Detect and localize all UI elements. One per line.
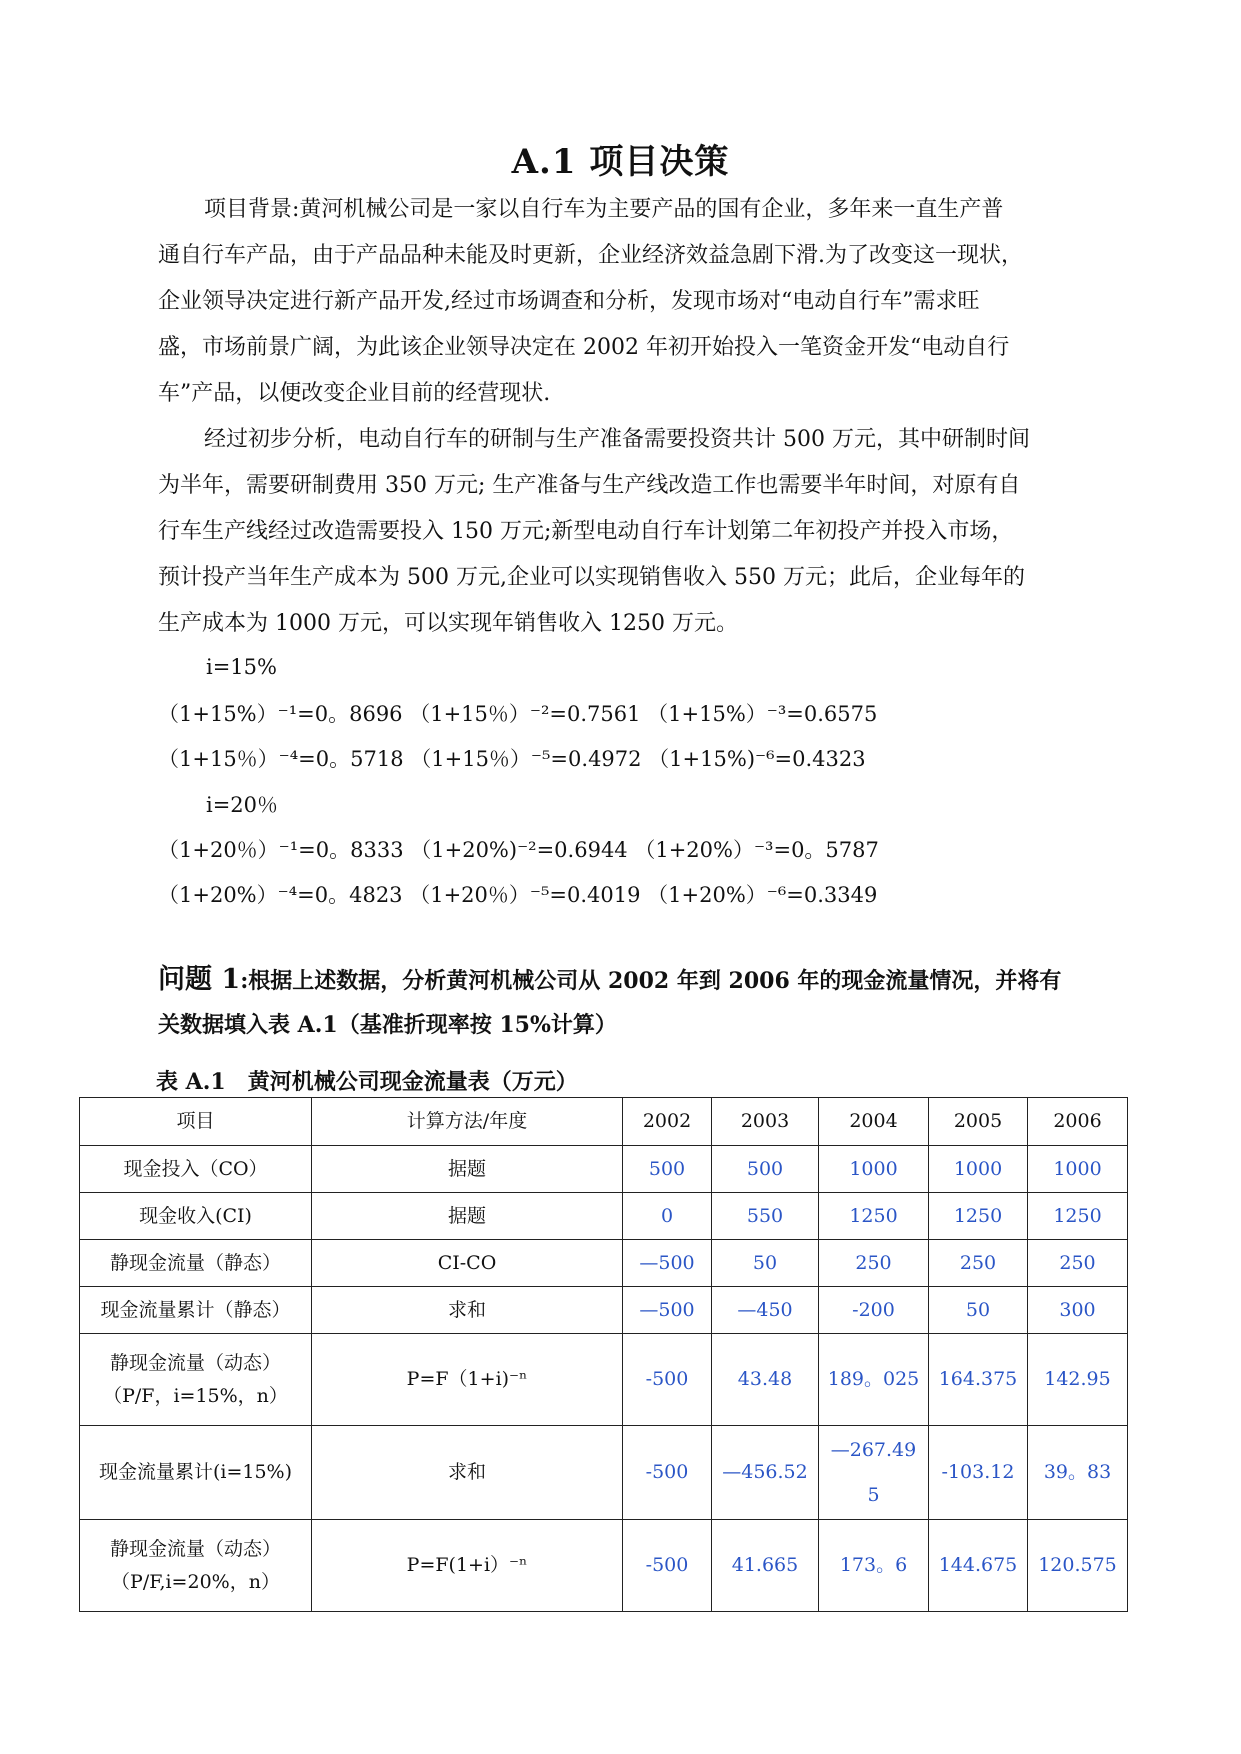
cash-flow-table [79, 1097, 1128, 1612]
table-header-row [80, 1098, 1128, 1146]
page-title: A.1 项目决策 [511, 142, 730, 182]
row-label [80, 1334, 312, 1426]
method-cell: P=F(1+i）⁻ⁿ [312, 1520, 623, 1612]
value-cell: —500 [623, 1287, 712, 1334]
row-label-line: （P/F，i=15%，n） [103, 1384, 288, 1407]
value-cell: -500 [623, 1520, 712, 1612]
rate-label-15: i=15% [206, 655, 277, 679]
text-line: 车”产品，以便改变企业目前的经营现状. [158, 381, 551, 406]
row-label-line: 静现金流量（动态） [109, 1351, 281, 1374]
value-cell: 1000 [929, 1146, 1028, 1193]
value-cell: —450 [712, 1287, 819, 1334]
table-row [80, 1334, 1128, 1426]
method-cell: 据题 [312, 1146, 623, 1193]
text-line: 通自行车产品，由于产品品种未能及时更新，企业经济效益急剧下滑.为了改变这一现状， [158, 243, 1023, 268]
text-line: 盛，市场前景广阔，为此该企业领导决定在 2002 年初开始投入一笔资金开发“电动自行 [158, 335, 1010, 360]
question-heading [158, 958, 1138, 1047]
value-cell: 120.575 [1028, 1520, 1128, 1612]
rate-factors-20-line2: （1+20%）⁻⁴=0。4823 （1+20％）⁻⁵=0.4019 （1+20%）⁻⁶=0.3349 [158, 883, 878, 907]
column-header: 2005 [929, 1098, 1028, 1146]
row-label: 静现金流量（静态） [80, 1240, 312, 1287]
method-cell: 据题 [312, 1193, 623, 1240]
row-label-line: （P/F,i=20%，n） [111, 1570, 280, 1593]
value-cell: -103.12 [929, 1426, 1028, 1520]
value-cell: 550 [712, 1193, 819, 1240]
table-row [80, 1146, 1128, 1193]
value-cell: —267.495 [819, 1426, 929, 1520]
method-cell: 求和 [312, 1287, 623, 1334]
value-cell: 189。025 [819, 1334, 929, 1426]
value-cell: 173。6 [819, 1520, 929, 1612]
method-cell: P=F（1+i)⁻ⁿ [312, 1334, 623, 1426]
table-row [80, 1240, 1128, 1287]
value-cell: 43.48 [712, 1334, 819, 1426]
text-line: 经过初步分析，电动自行车的研制与生产准备需要投资共计 500 万元，其中研制时间 [204, 427, 1030, 452]
value-cell: 250 [929, 1240, 1028, 1287]
column-header: 计算方法/年度 [312, 1098, 623, 1146]
value-cell: —456.52 [712, 1426, 819, 1520]
table-row [80, 1287, 1128, 1334]
column-header: 2002 [623, 1098, 712, 1146]
value-cell: 1250 [819, 1193, 929, 1240]
row-label [80, 1520, 312, 1612]
value-cell: 0 [623, 1193, 712, 1240]
value-cell: 1000 [819, 1146, 929, 1193]
row-label: 现金流量累计（静态） [80, 1287, 312, 1334]
column-header: 2006 [1028, 1098, 1128, 1146]
question-text: :根据上述数据，分析黄河机械公司从 2002 年到 2006 年的现金流量情况，并将有 [240, 968, 1062, 994]
value-cell: 250 [819, 1240, 929, 1287]
value-cell: 1000 [1028, 1146, 1128, 1193]
rate-factors-20-line1: （1+20％）⁻¹=0。8333 （1+20%)⁻²=0.6944 （1+20%）⁻³=0。5787 [158, 838, 879, 862]
text-line: 项目背景:黄河机械公司是一家以自行车为主要产品的国有企业，多年来一直生产普 [204, 197, 1004, 222]
value-cell: 500 [712, 1146, 819, 1193]
method-cell: 求和 [312, 1426, 623, 1520]
table-row [80, 1520, 1128, 1612]
value-cell: -200 [819, 1287, 929, 1334]
value-cell: -500 [623, 1334, 712, 1426]
rate-label-20: i=20％ [206, 793, 279, 817]
value-cell: 50 [929, 1287, 1028, 1334]
question-number: 问题 1 [158, 964, 241, 995]
rate-factors-15-line1: （1+15%）⁻¹=0。8696 （1+15％）⁻²=0.7561 （1+15%）⁻³=0.6575 [158, 702, 878, 726]
row-label-line: 静现金流量（动态） [109, 1537, 281, 1560]
value-cell: 142.95 [1028, 1334, 1128, 1426]
method-cell: CI-CO [312, 1240, 623, 1287]
column-header: 项目 [80, 1098, 312, 1146]
text-line: 预计投产当年生产成本为 500 万元,企业可以实现销售收入 550 万元；此后，企业每年的 [158, 565, 1025, 590]
value-cell: 500 [623, 1146, 712, 1193]
text-line: 为半年，需要研制费用 350 万元; 生产准备与生产线改造工作也需要半年时间，对原有自 [158, 473, 1021, 498]
row-label: 现金收入(CI) [80, 1193, 312, 1240]
rate-factors-15-line2: （1+15％）⁻⁴=0。5718 （1+15％）⁻⁵=0.4972 （1+15%)⁻⁶=0.4323 [158, 747, 866, 771]
value-cell: 50 [712, 1240, 819, 1287]
row-label: 现金流量累计(i=15%) [80, 1426, 312, 1520]
value-cell: 41.665 [712, 1520, 819, 1612]
text-line: 行车生产线经过改造需要投入 150 万元;新型电动自行车计划第二年初投产并投入市场， [158, 519, 1014, 544]
row-label: 现金投入（CO） [80, 1146, 312, 1193]
analysis-paragraph [158, 417, 1128, 647]
value-cell: 300 [1028, 1287, 1128, 1334]
text-line: 企业领导决定进行新产品开发,经过市场调查和分析，发现市场对“电动自行车”需求旺 [158, 289, 980, 314]
value-cell: 1250 [929, 1193, 1028, 1240]
table-caption: 表 A.1 黄河机械公司现金流量表（万元） [156, 1069, 578, 1095]
value-cell: 164.375 [929, 1334, 1028, 1426]
value-cell: -500 [623, 1426, 712, 1520]
table-row [80, 1426, 1128, 1520]
question-text-cont: 关数据填入表 A.1（基准折现率按 15%计算） [158, 1012, 617, 1038]
table-row [80, 1193, 1128, 1240]
column-header: 2003 [712, 1098, 819, 1146]
value-cell: 144.675 [929, 1520, 1028, 1612]
text-line: 生产成本为 1000 万元，可以实现年销售收入 1250 万元。 [158, 611, 738, 636]
value-cell: 39。83 [1028, 1426, 1128, 1520]
value-cell: 1250 [1028, 1193, 1128, 1240]
background-paragraph [158, 187, 1128, 417]
value-cell: —500 [623, 1240, 712, 1287]
value-cell: 250 [1028, 1240, 1128, 1287]
column-header: 2004 [819, 1098, 929, 1146]
